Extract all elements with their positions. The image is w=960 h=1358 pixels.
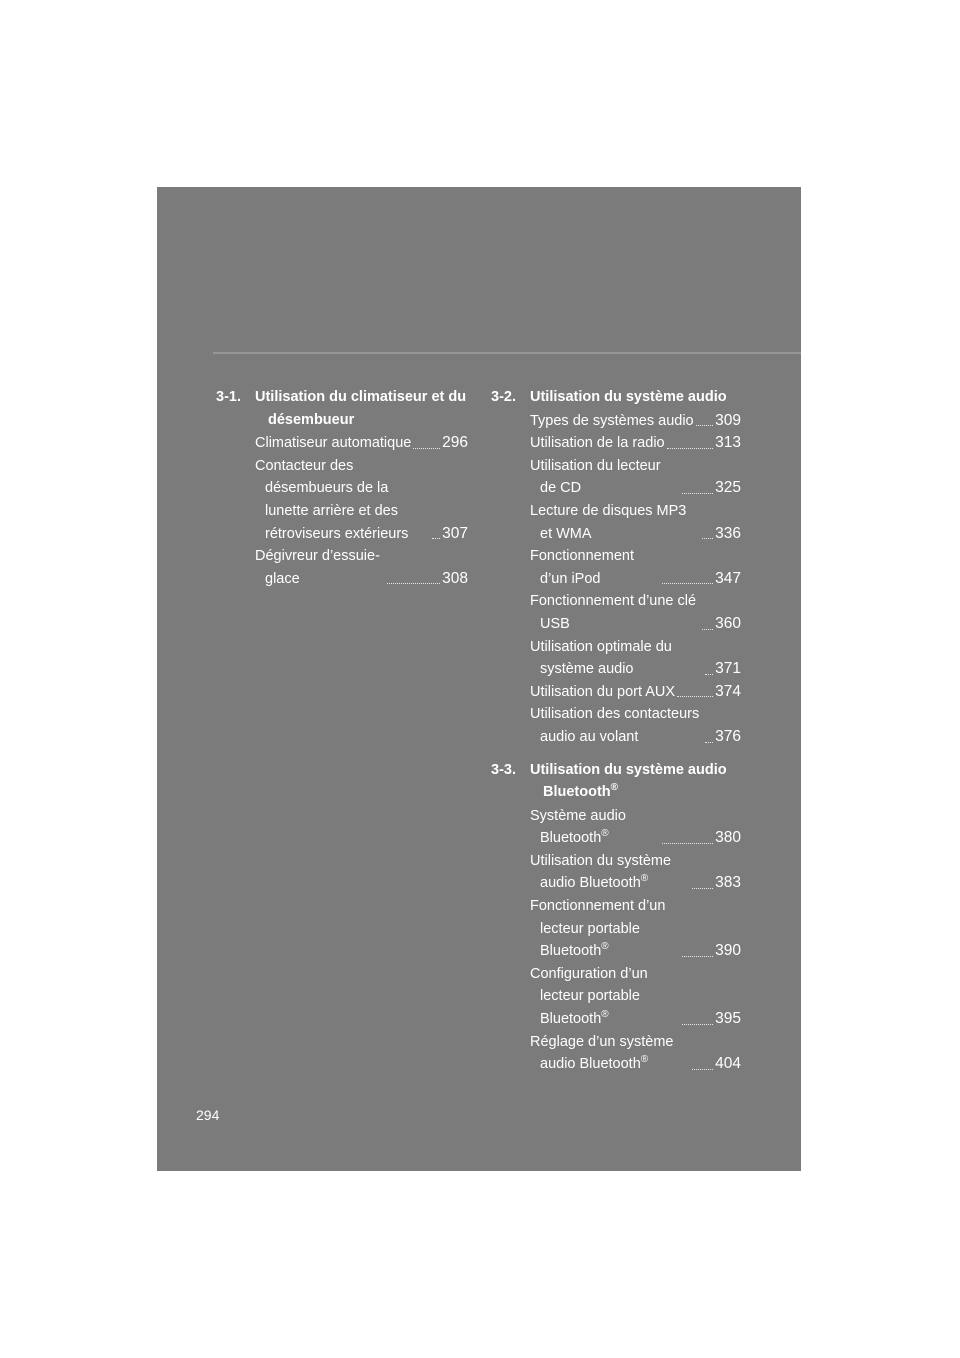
dot-leader — [696, 425, 714, 426]
toc-section-3-2 — [491, 386, 741, 749]
toc-entry[interactable] — [530, 1031, 741, 1076]
registered-mark: ® — [601, 828, 609, 840]
toc-entry[interactable] — [530, 805, 741, 850]
section-title-text: Utilisation du système audio Bluetooth — [530, 761, 727, 801]
dot-leader — [432, 538, 440, 539]
toc-entry[interactable] — [530, 636, 741, 681]
dot-leader — [702, 629, 713, 630]
dot-leader — [662, 843, 713, 844]
toc-right-column — [491, 386, 741, 1076]
section-title: Utilisation du climatiseur et du désembueur — [255, 389, 467, 428]
entry-title-text: Utilisation du système audio Bluetooth — [530, 852, 672, 892]
entry-page: 336 — [715, 524, 741, 542]
entry-page: 347 — [715, 569, 741, 587]
entry-page: 296 — [442, 434, 468, 452]
entry-title — [530, 963, 680, 1031]
toc-entry[interactable] — [255, 545, 468, 590]
entry-page: 383 — [715, 874, 741, 892]
entry-title: Utilisation optimale du système audio — [530, 638, 672, 678]
entry-page: 374 — [715, 682, 741, 700]
entry-title-text: Fonctionnement d’un lecteur portable Bluetooth — [530, 898, 666, 960]
registered-mark: ® — [640, 1054, 649, 1066]
toc-entry[interactable] — [530, 500, 741, 545]
toc-entry[interactable] — [530, 681, 741, 704]
dot-leader — [682, 1024, 713, 1025]
section-heading[interactable] — [216, 386, 468, 431]
toc-entry[interactable] — [255, 432, 468, 455]
entry-page: 313 — [715, 434, 741, 452]
dot-leader — [682, 493, 713, 494]
entry-title: Lecture de disques MP3 et WMA — [530, 502, 687, 542]
section-entries — [255, 432, 468, 590]
toc-section-3-1 — [216, 386, 468, 590]
entry-page: 325 — [715, 479, 741, 497]
toc-entry[interactable] — [530, 703, 741, 748]
dot-leader — [677, 696, 713, 697]
entry-title-text: Configuration d’un lecteur portable Bluetooth — [530, 965, 648, 1028]
toc-section-3-3 — [491, 759, 741, 1076]
dot-leader — [667, 448, 714, 449]
dot-leader — [692, 888, 713, 889]
toc-entry[interactable] — [530, 545, 741, 590]
toc-entry[interactable] — [530, 590, 741, 635]
entry-page: 307 — [442, 524, 468, 542]
dot-leader — [682, 956, 713, 957]
section-gap — [491, 749, 741, 759]
entry-page: 395 — [715, 1010, 741, 1028]
dot-leader — [387, 583, 440, 584]
dot-leader — [702, 538, 713, 539]
entry-page: 309 — [715, 411, 741, 429]
toc-entry[interactable] — [530, 432, 741, 455]
entry-page: 371 — [715, 660, 741, 678]
dot-leader — [413, 448, 440, 449]
toc-entry[interactable] — [530, 850, 741, 895]
toc-entry[interactable] — [255, 455, 468, 545]
section-number: 3-3. — [491, 761, 516, 778]
toc-entry[interactable] — [530, 410, 741, 433]
toc-left-column — [216, 386, 468, 590]
entry-title — [530, 1031, 690, 1076]
dot-leader — [705, 674, 713, 675]
dot-leader — [692, 1069, 713, 1070]
entry-title: Contacteur des désembueurs de la lunette arrière et des rétroviseurs extérieurs — [255, 457, 409, 542]
entry-title: Types de systèmes audio — [530, 412, 694, 429]
registered-mark: ® — [601, 941, 609, 953]
section-heading[interactable] — [491, 386, 741, 409]
registered-mark: ® — [610, 782, 619, 794]
registered-mark: ® — [640, 873, 649, 885]
entry-page: 390 — [715, 942, 741, 960]
entry-title: Utilisation des contacteurs audio au volant — [530, 706, 700, 745]
section-heading[interactable] — [491, 759, 741, 804]
section-title — [530, 759, 741, 804]
entry-page: 404 — [715, 1055, 741, 1073]
dot-leader — [705, 742, 713, 743]
page-number: 294 — [196, 1107, 220, 1123]
entry-title: Utilisation de la radio — [530, 435, 665, 452]
entry-page: 308 — [442, 569, 468, 587]
toc-entry[interactable] — [530, 895, 741, 963]
entry-title — [530, 895, 680, 963]
header-rule — [213, 352, 801, 354]
entry-title: Fonctionnement d’un iPod — [530, 548, 634, 587]
entry-page: 360 — [715, 614, 741, 632]
entry-title: Dégivreur d’essuie-glace — [255, 548, 380, 587]
entry-page: 380 — [715, 829, 741, 847]
section-entries — [530, 805, 741, 1076]
entry-title: Climatiseur automatique — [255, 435, 412, 452]
entry-title-text: Système audio Bluetooth — [530, 807, 626, 847]
entry-title-text: Réglage d’un système audio Bluetooth — [530, 1033, 674, 1073]
section-entries — [530, 410, 741, 749]
entry-title: Fonctionnement d’une clé USB — [530, 593, 697, 632]
toc-entry[interactable] — [530, 455, 741, 500]
section-number: 3-2. — [491, 389, 516, 405]
section-number: 3-1. — [216, 389, 241, 405]
entry-title — [530, 850, 690, 895]
registered-mark: ® — [601, 1009, 609, 1021]
entry-title: Utilisation du port AUX — [530, 683, 676, 700]
section-title: Utilisation du système audio — [530, 389, 727, 405]
entry-page: 376 — [715, 727, 741, 745]
toc-entry[interactable] — [530, 963, 741, 1031]
entry-title: Utilisation du lecteur de CD — [530, 457, 661, 497]
entry-title — [530, 805, 660, 850]
dot-leader — [662, 583, 713, 584]
